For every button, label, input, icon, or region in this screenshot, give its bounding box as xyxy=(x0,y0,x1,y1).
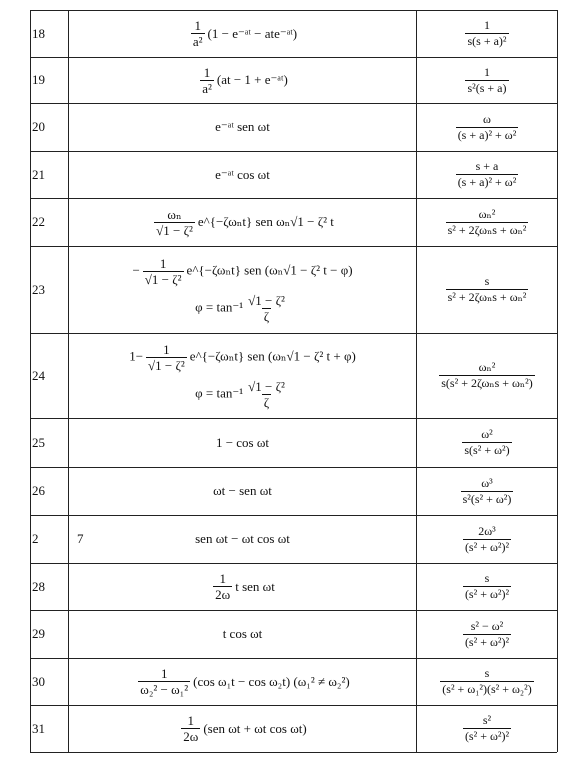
transform-fraction-num: s xyxy=(484,274,490,288)
row-number: 25 xyxy=(32,434,45,450)
laplace-transform xyxy=(418,103,556,151)
coef-fraction-num: ωₙ xyxy=(167,206,182,222)
phi-label: φ = tan⁻¹ xyxy=(195,298,244,314)
transform-fraction-num: ω xyxy=(483,111,491,126)
transform-fraction-den: s² + 2ζωₙs + ωₙ² xyxy=(447,290,527,304)
expression: e^{−ζωₙt} sen (ωₙ√1 − ζ² t + φ) xyxy=(189,347,356,363)
time-function-lines xyxy=(132,256,352,324)
laplace-transform xyxy=(418,515,556,563)
expression: t cos ωt xyxy=(222,626,263,641)
transform-fraction xyxy=(456,112,519,143)
time-function-lines xyxy=(129,342,356,410)
coef-fraction-num: 1 xyxy=(163,341,170,357)
transform-fraction-den: (s² + ω²)² xyxy=(464,729,510,743)
coef-fraction xyxy=(191,18,205,49)
laplace-transform xyxy=(418,418,556,467)
transform-fraction-den: (s² + ω²)² xyxy=(464,539,510,554)
time-function xyxy=(70,658,415,705)
coef-fraction xyxy=(181,713,200,744)
expression: e⁻ᵃᵗ sen ωt xyxy=(215,119,270,134)
phi-fraction-den: ζ xyxy=(263,394,270,410)
table-row xyxy=(0,333,567,418)
coef-fraction xyxy=(213,571,232,602)
row-number: 19 xyxy=(32,72,45,87)
transform-fraction-num: s xyxy=(484,571,490,585)
table-row xyxy=(0,563,567,610)
coef-fraction-den: √1 − ζ² xyxy=(156,222,193,238)
transform-fraction xyxy=(446,274,529,305)
coef-fraction-num: 1 xyxy=(160,666,168,681)
table-row xyxy=(0,151,567,198)
laplace-transform xyxy=(418,57,556,103)
laplace-transform xyxy=(418,198,556,246)
row-number: 22 xyxy=(32,214,45,229)
transform-fraction xyxy=(465,18,508,49)
expression: (cos ω₁t − cos ω₂t) (ω₁² ≠ ω₂²) xyxy=(193,673,350,689)
expression: (at − 1 + e⁻ᵃᵗ) xyxy=(216,72,288,87)
time-function xyxy=(70,333,415,418)
transform-fraction-num: 2ω³ xyxy=(478,523,496,538)
coef-fraction-num: 1 xyxy=(159,255,167,271)
time-function xyxy=(70,57,415,103)
transform-fraction-den: s(s² + 2ζωₙs + ωₙ²) xyxy=(441,376,533,390)
coef-fraction-num: 1 xyxy=(203,64,211,80)
time-function xyxy=(70,246,415,333)
transform-fraction-num: ωₙ² xyxy=(478,360,496,374)
row-number: 29 xyxy=(32,626,45,641)
time-function xyxy=(70,515,415,563)
phi-fraction xyxy=(246,293,287,324)
coef-fraction xyxy=(138,666,190,697)
time-function-line xyxy=(129,342,356,373)
transform-fraction-den: s² + 2ζωₙs + ωₙ² xyxy=(447,222,527,237)
time-function xyxy=(70,198,415,246)
row-number: 21 xyxy=(32,166,45,182)
expression: ωt − sen ωt xyxy=(213,483,272,498)
expression: t sen ωt xyxy=(235,578,275,594)
transform-fraction xyxy=(440,666,533,697)
table-row xyxy=(0,418,567,467)
prefix: 1− xyxy=(129,347,144,363)
table-row xyxy=(0,103,567,151)
coef-fraction-num: 1 xyxy=(194,18,201,33)
transform-fraction-num: 1 xyxy=(484,64,490,79)
phi-line xyxy=(195,293,290,324)
phi-fraction-num: √1 − ζ² xyxy=(248,292,285,308)
transform-fraction-num: ω² xyxy=(481,427,493,441)
transform-fraction-num: s + a xyxy=(475,159,499,173)
row-number: 28 xyxy=(32,578,45,594)
transform-fraction xyxy=(461,476,514,507)
table-row xyxy=(0,705,567,752)
expression: (sen ωt + ωt cos ωt) xyxy=(203,720,307,736)
coef-fraction-den: 2ω xyxy=(215,587,231,602)
transform-fraction-den: s(s + a)² xyxy=(467,34,507,48)
phi-fraction-den: ζ xyxy=(263,308,270,324)
transform-fraction-den: (s + a)² + ω² xyxy=(457,127,517,142)
transform-fraction-den: (s² + ω²)² xyxy=(464,634,510,649)
row-number: 18 xyxy=(32,25,45,41)
table-row xyxy=(0,198,567,246)
time-function xyxy=(70,563,415,610)
coef-fraction xyxy=(143,256,184,287)
table-row xyxy=(0,57,567,103)
transform-fraction xyxy=(463,619,511,650)
table-row xyxy=(0,610,567,658)
time-function xyxy=(70,418,415,467)
transform-fraction xyxy=(463,524,511,555)
laplace-transform xyxy=(418,246,556,333)
transform-fraction-num: s² xyxy=(482,713,492,727)
transform-fraction xyxy=(456,159,519,190)
transform-fraction-num: 1 xyxy=(484,18,490,32)
time-function xyxy=(70,467,415,515)
expression: (1 − e⁻ᵃᵗ − ate⁻ᵃᵗ) xyxy=(207,25,298,41)
expression: e^{−ζωₙt} sen ωₙ√1 − ζ² t xyxy=(197,214,334,229)
transform-fraction-num: ω³ xyxy=(481,475,493,490)
transform-fraction-den: (s² + ω₁²)(s² + ω₂²) xyxy=(442,682,532,696)
coef-fraction-num: 1 xyxy=(187,713,195,728)
time-function xyxy=(70,610,415,658)
table-row xyxy=(0,658,567,705)
transform-fraction-num: s xyxy=(484,666,490,680)
coef-fraction-den: √1 − ζ² xyxy=(148,357,185,373)
time-function xyxy=(70,103,415,151)
row-number: 26 xyxy=(32,483,45,498)
phi-fraction-num: √1 − ζ² xyxy=(248,378,285,394)
laplace-transform xyxy=(418,151,556,198)
phi-fraction xyxy=(246,379,287,410)
coef-fraction-den: 2ω xyxy=(183,729,199,744)
row-number: 2 xyxy=(32,531,39,546)
transform-fraction xyxy=(462,427,511,458)
expression: e⁻ᵃᵗ cos ωt xyxy=(215,166,270,182)
coef-fraction xyxy=(154,207,195,238)
coef-fraction-den: a² xyxy=(202,80,212,96)
transform-fraction-den: s²(s + a) xyxy=(467,80,507,95)
transform-fraction-den: (s² + ω²)² xyxy=(464,587,510,601)
table-row xyxy=(0,10,567,57)
transform-fraction-den: (s + a)² + ω² xyxy=(457,175,517,189)
coef-fraction xyxy=(200,65,214,96)
laplace-transform xyxy=(418,333,556,418)
transform-fraction xyxy=(463,713,511,744)
laplace-transform xyxy=(418,705,556,752)
time-function xyxy=(70,151,415,198)
time-function xyxy=(70,10,415,57)
table-row xyxy=(0,467,567,515)
expression: sen ωt − ωt cos ωt xyxy=(195,531,290,546)
time-function xyxy=(70,705,415,752)
transform-fraction xyxy=(463,571,511,602)
coef-fraction-num: 1 xyxy=(219,571,226,586)
transform-fraction xyxy=(439,360,534,391)
row-number: 30 xyxy=(32,673,45,689)
laplace-transform xyxy=(418,563,556,610)
table-row xyxy=(0,246,567,333)
phi-label: φ = tan⁻¹ xyxy=(195,384,244,400)
phi-line xyxy=(195,379,290,410)
transform-fraction-den: s(s² + ω²) xyxy=(464,443,510,457)
prefix: − xyxy=(132,261,140,277)
coef-fraction-den: √1 − ζ² xyxy=(144,271,182,287)
table-rule xyxy=(30,752,557,753)
row-number: 31 xyxy=(32,720,45,736)
laplace-transform xyxy=(418,467,556,515)
transform-fraction-num: s² − ω² xyxy=(470,618,504,633)
laplace-transform xyxy=(418,610,556,658)
row-number: 24 xyxy=(32,367,45,383)
coef-fraction-den: a² xyxy=(192,34,203,49)
coef-fraction-den: ω₂² − ω₁² xyxy=(140,682,189,697)
transform-fraction-den: s²(s² + ω²) xyxy=(462,491,512,506)
laplace-transform xyxy=(418,10,556,57)
transform-fraction-num: ωₙ² xyxy=(478,206,496,221)
time-function-line xyxy=(132,256,352,287)
transform-fraction xyxy=(465,65,508,96)
row-number: 23 xyxy=(32,281,45,297)
transform-fraction xyxy=(446,207,529,238)
laplace-transform xyxy=(418,658,556,705)
expression: e^{−ζωₙt} sen (ωₙ√1 − ζ² t − φ) xyxy=(186,261,353,277)
row-extra: 7 xyxy=(77,531,84,546)
expression: 1 − cos ωt xyxy=(215,434,270,450)
coef-fraction xyxy=(146,342,187,373)
table-row xyxy=(0,515,567,563)
row-number: 20 xyxy=(32,119,45,134)
